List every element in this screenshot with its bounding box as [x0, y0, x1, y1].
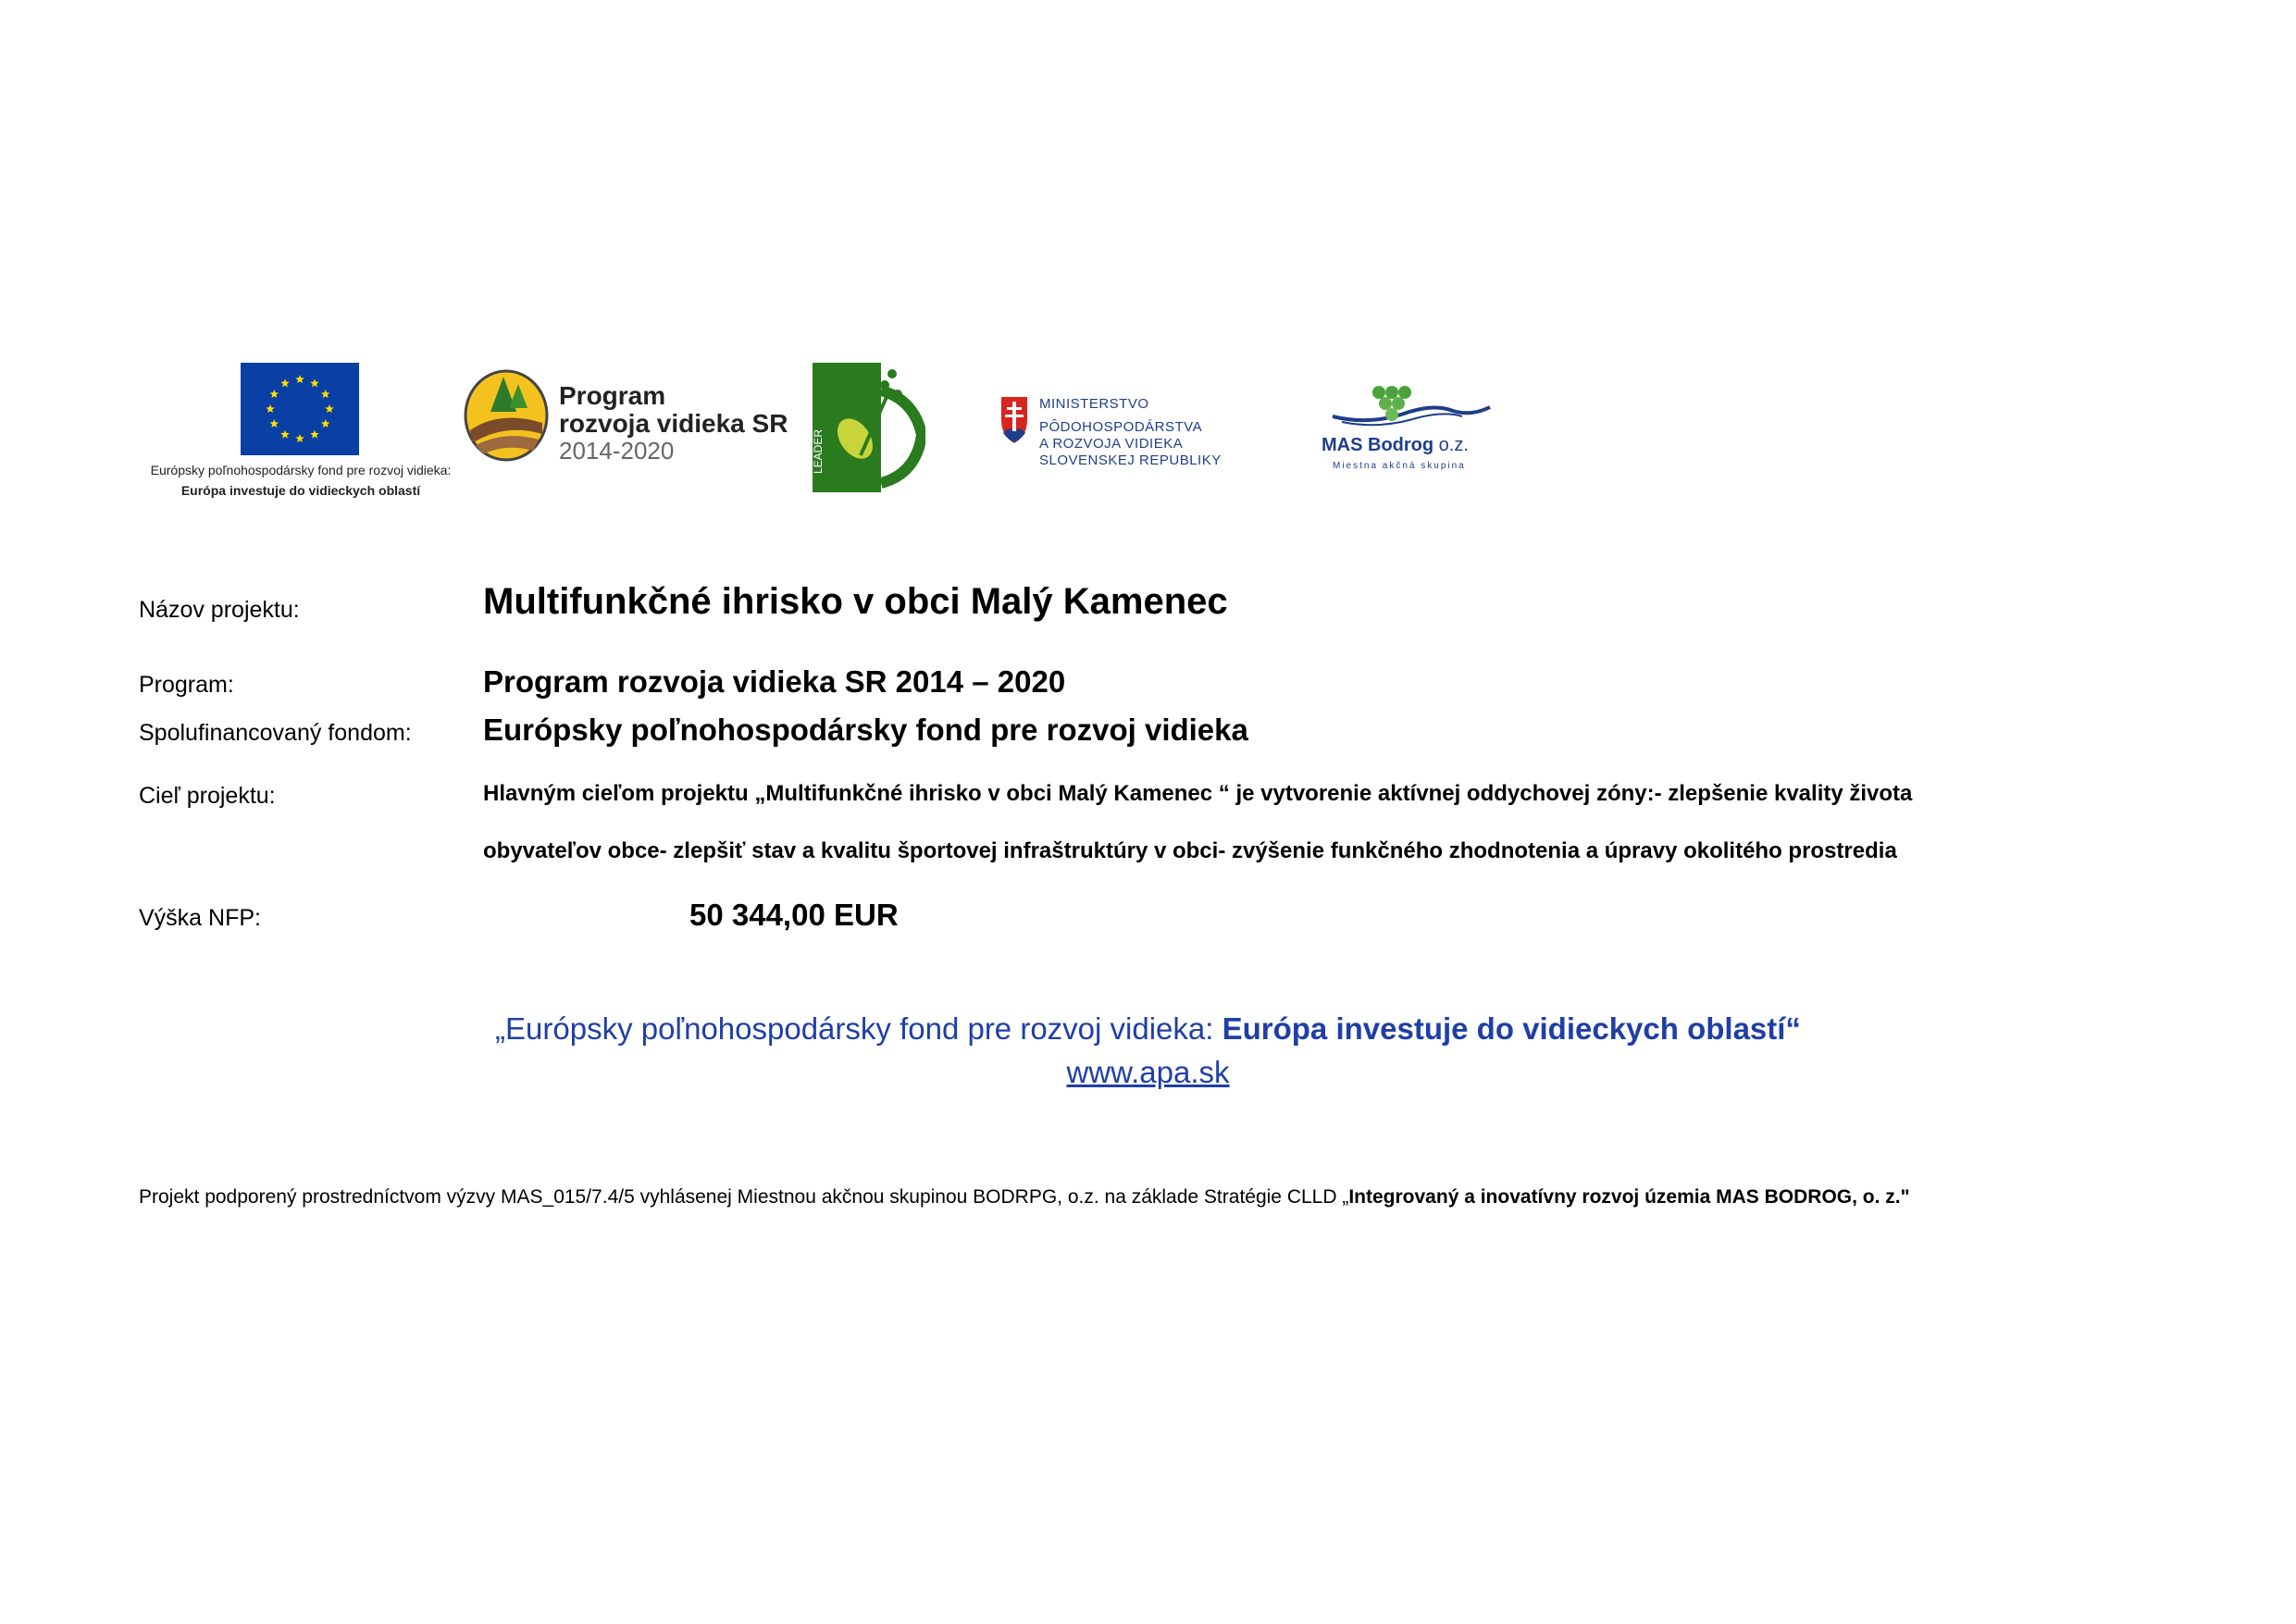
- goal-line2: obyvateľov obce- zlepšiť stav a kvalitu športovej infraštruktúry v obci- zvýšenie funkčného zhodnotenia a úpravy okolitého prostredia: [483, 838, 1897, 863]
- prv-logo-icon: [463, 366, 550, 462]
- mas-name-text: MAS Bodrog: [1322, 435, 1434, 455]
- slogan-part2: Európa investuje do vidieckych oblastí“: [1222, 1011, 1801, 1046]
- mas-subtitle: Miestna akčná skupina: [1333, 461, 1466, 471]
- ministry-line1: MINISTERSTVO: [1039, 396, 1149, 412]
- apa-link[interactable]: www.apa.sk: [1066, 1055, 1230, 1089]
- project-name-value: Multifunkčné ihrisko v obci Malý Kamenec: [483, 581, 1228, 622]
- mas-suffix: o.z.: [1438, 435, 1469, 455]
- ministry-line2: PÔDOHOSPODÁRSTVA: [1039, 419, 1203, 435]
- program-value: Program rozvoja vidieka SR 2014 – 2020: [483, 664, 1066, 699]
- ministry-line3: A ROZVOJA VIDIEKA: [1039, 436, 1184, 452]
- fund-label: Spolufinancovaný fondom:: [139, 720, 412, 746]
- mas-bodrog-logo-icon: [1314, 379, 1499, 472]
- eu-caption-line1: Európsky poľnohospodársky fond pre rozvoj vidieka:: [150, 463, 452, 477]
- logo-row: [0, 0, 2296, 518]
- leader-text: LEADER: [813, 428, 825, 474]
- slogan-part1: „Európsky poľnohospodársky fond pre rozvoj vidieka:: [495, 1011, 1222, 1046]
- goal-line1: Hlavným cieľom projektu „Multifunkčné ihrisko v obci Malý Kamenec “ je vytvorenie aktívnej oddychovej zóny:- zlepšenie kvality života: [483, 781, 1913, 806]
- eu-flag-icon: [241, 363, 359, 455]
- prv-line2: rozvoja vidieka SR: [559, 409, 788, 438]
- prv-line3: 2014-2020: [559, 437, 675, 465]
- fund-value: Európsky poľnohospodársky fond pre rozvoj vidieka: [483, 713, 1248, 747]
- leader-logo-icon: [813, 363, 925, 492]
- slovak-coat-of-arms-icon: [999, 392, 1029, 448]
- nfp-value: 50 344,00 EUR: [689, 898, 899, 932]
- ministry-line4: SLOVENSKEJ REPUBLIKY: [1039, 452, 1222, 468]
- nfp-label: Výška NFP:: [139, 905, 261, 931]
- goal-label: Cieľ projektu:: [139, 783, 276, 809]
- project-name-label: Názov projektu:: [139, 597, 300, 623]
- mas-name: [1322, 435, 1469, 456]
- eu-caption-line2: Európa investuje do vidieckych oblastí: [180, 483, 421, 498]
- program-label: Program:: [139, 672, 234, 698]
- slogan: [0, 1011, 2296, 1047]
- prv-line1: Program: [559, 381, 666, 410]
- footer-part1: Projekt podporený prostredníctvom výzvy MAS_015/7.4/5 vyhlásenej Miestnou akčnou skupinou BODRPG, o.z. na základe Stratégie CLLD „: [139, 1186, 1349, 1208]
- footer-part2: Integrovaný a inovatívny rozvoj územia MAS BODROG, o. z.": [1348, 1186, 1910, 1208]
- footer-note: [139, 1186, 1910, 1209]
